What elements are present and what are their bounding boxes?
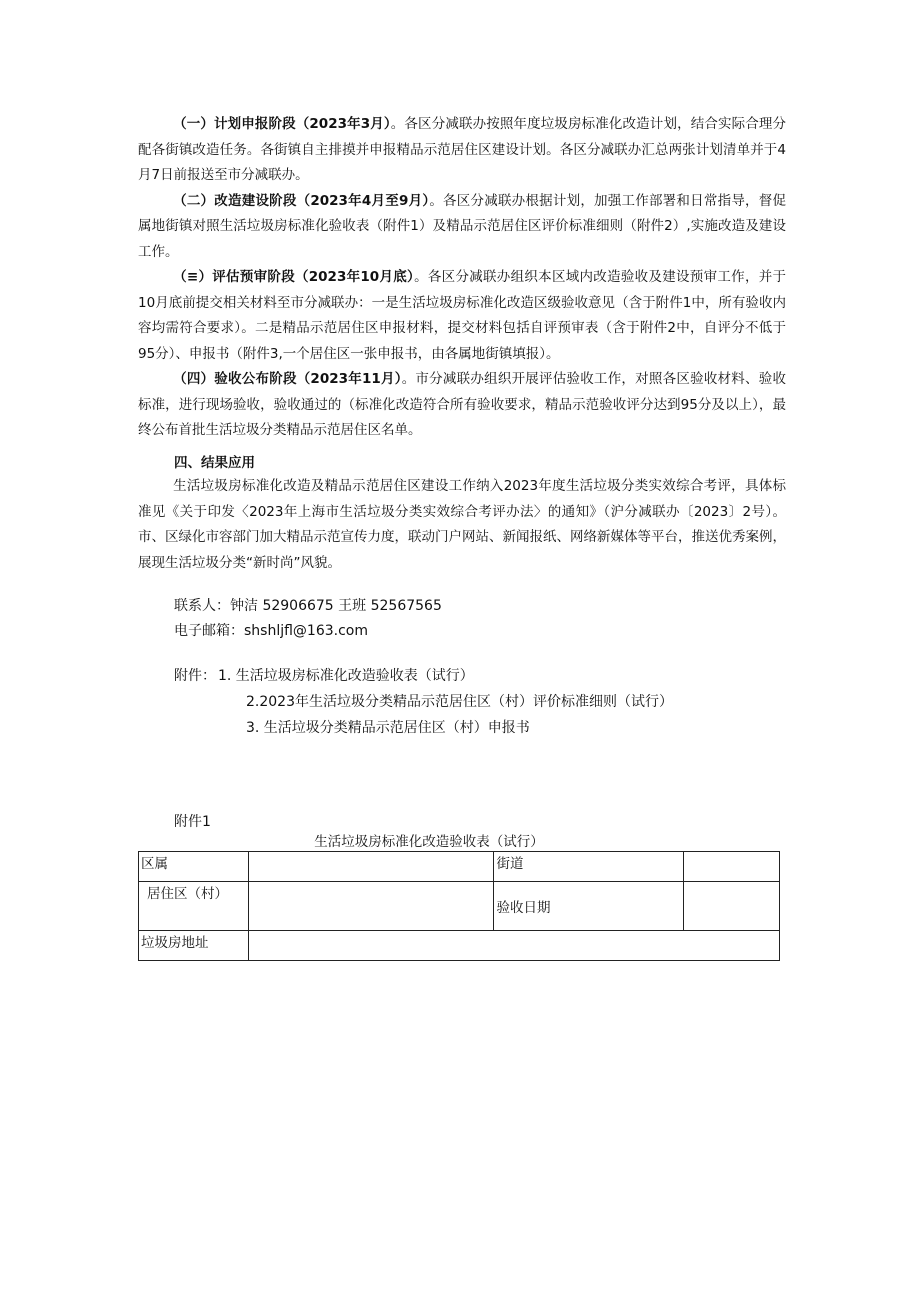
stage-paragraph xyxy=(138,189,786,266)
results-heading: 四、结果应用 xyxy=(174,455,255,471)
stage-lead: （四）验收公布阶段（2023年11月） xyxy=(173,371,402,387)
address-label: 垃圾房地址 xyxy=(139,931,249,961)
acceptance-table xyxy=(138,851,780,961)
acceptance-date-value[interactable] xyxy=(684,882,780,931)
table-row xyxy=(139,931,780,961)
stage-text: 。各区分减联办根据计划，加强工作部署和日常指导，督促属地街镇对照生活垃圾房标准化验收表（附件1）及精品示范居住区评价标准细则（附件2）,实施改造及建设工作。 xyxy=(138,192,786,260)
street-label: 街道 xyxy=(494,852,684,882)
contact-person: 联系人：钟洁 52906675 王班 52567565 xyxy=(174,598,442,614)
stage-lead: （≡）评估预审阶段（2023年10月底） xyxy=(173,269,415,285)
district-label: 区属 xyxy=(139,852,249,882)
table-row xyxy=(139,852,780,882)
attachment-item: 1. 生活垃圾房标准化改造验收表（试行） xyxy=(218,668,474,684)
acceptance-date-label: 验收日期 xyxy=(494,882,684,931)
stage-text: 。市分减联办组织开展评估验收工作，对照各区验收材料、验收标准，进行现场验收，验收通过的（标准化改造符合所有验收要求，精品示范验收评分达到95分及以上），最终公布首批生活垃圾分类精品示范居住区名单。 xyxy=(138,371,786,438)
district-value[interactable] xyxy=(248,852,494,882)
table-row xyxy=(139,882,780,931)
annex-title: 生活垃圾房标准化改造验收表（试行） xyxy=(314,834,544,850)
annex-label: 附件1 xyxy=(174,814,211,830)
stage-paragraph xyxy=(138,265,786,367)
stage-text: 。各区分减联办按照年度垃圾房标准化改造计划，结合实际合理分配各街镇改造任务。各街镇自主排摸并申报精品示范居住区建设计划。各区分减联办汇总两张计划清单并于4月7日前报送至市分减联办。 xyxy=(138,116,786,183)
results-section xyxy=(138,474,786,576)
stage-lead: （二）改造建设阶段（2023年4月至9月） xyxy=(173,192,430,209)
contact-email: 电子邮箱：shshljfl@163.com xyxy=(174,623,369,639)
attachment-item: 3. 生活垃圾分类精品示范居住区（村）申报书 xyxy=(246,720,530,736)
stage-paragraph xyxy=(138,112,786,189)
stage-text: 。各区分减联办组织本区域内改造验收及建设预审工作，并于10月底前提交相关材料至市分减联办：一是生活垃圾房标准化改造区级验收意见（含于附件1中，所有验收内容均需符合要求）。二是精品示范居住区申报材料，提交材料包括自评预审表（含于附件2中，自评分不低于95分）、申报书（附件3,一个居住区一张申报书，由各属地街镇填报）。 xyxy=(138,269,787,362)
address-value[interactable] xyxy=(248,931,779,961)
results-paragraph: 生活垃圾房标准化改造及精品示范居住区建设工作纳入2023年度生活垃圾分类实效综合考评，具体标准见《关于印发〈2023年上海市生活垃圾分类实效综合考评办法〉的通知》（沪分减联办〔2023〕2号）。市、区绿化市容部门加大精品示范宣传力度，联动门户网站、新闻报纸、网络新媒体等平台，推送优秀案例，展现生活垃圾分类“新时尚”风貌。 xyxy=(138,478,786,571)
stage-lead: （一）计划申报阶段（2023年3月） xyxy=(173,116,391,132)
street-value[interactable] xyxy=(684,852,780,882)
community-value[interactable] xyxy=(248,882,494,931)
stage-paragraph xyxy=(138,367,786,444)
attachment-item: 2.2023年生活垃圾分类精品示范居住区（村）评价标准细则（试行） xyxy=(246,694,673,710)
stages-section xyxy=(138,112,786,444)
community-label: 居住区（村） xyxy=(139,882,249,931)
attachments-label: 附件： xyxy=(174,668,216,684)
